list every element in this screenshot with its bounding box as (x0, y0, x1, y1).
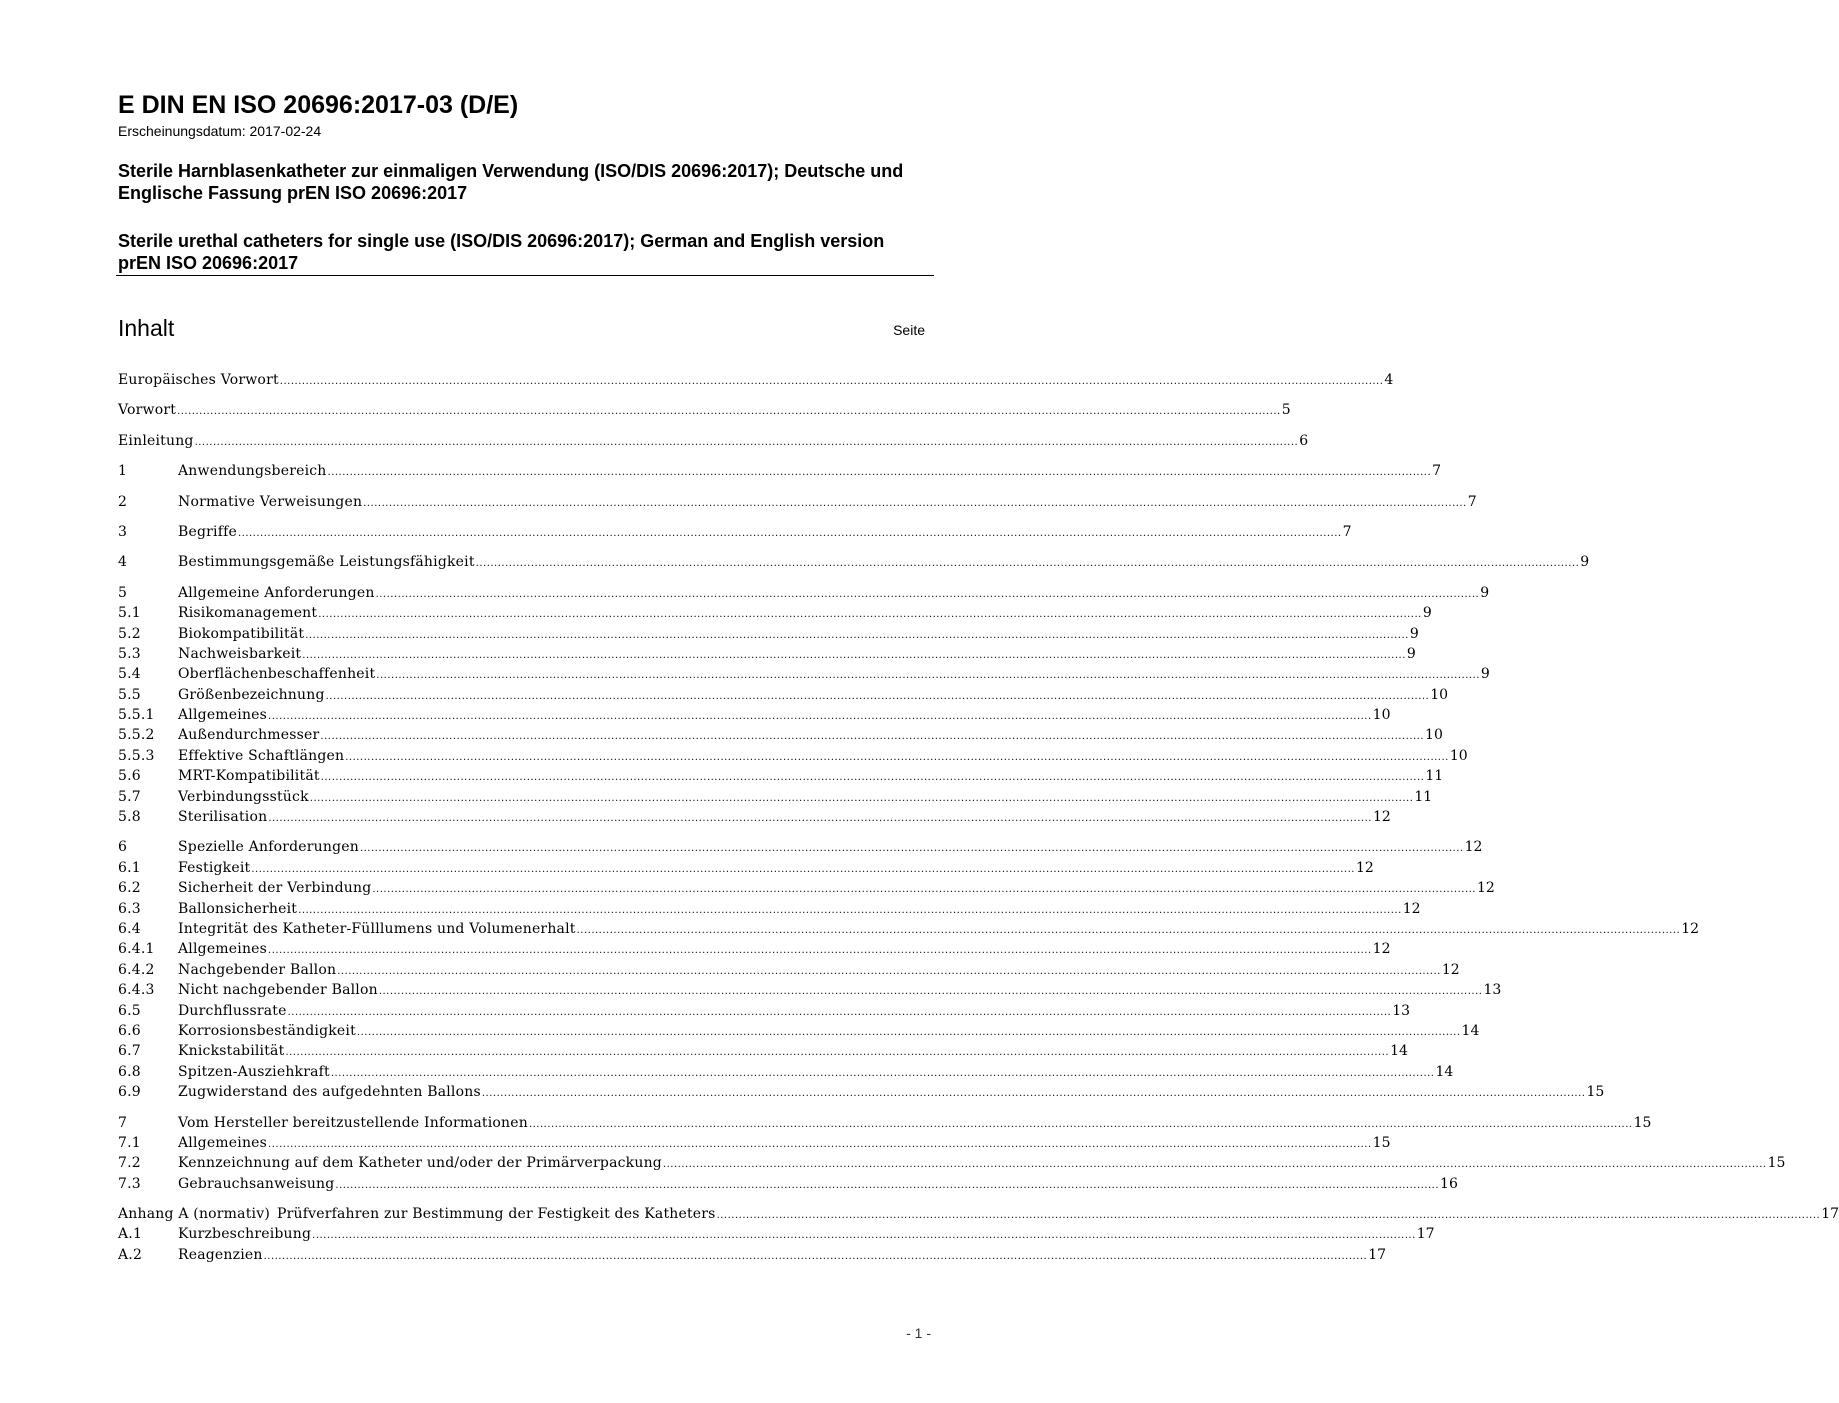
toc-entry-page: 14 (1435, 1063, 1454, 1080)
toc-entry[interactable] (118, 919, 1700, 939)
toc-entry-page: 6 (1299, 432, 1309, 449)
toc-dot-leader: ............................................................................................................................................................................................................................................................................................................ (662, 1159, 1767, 1171)
toc-entry-title: Sterilisation (178, 809, 268, 826)
toc-entry-title: Biokompatibilität (178, 625, 305, 642)
toc-entry-number: 6.4.2 (118, 961, 155, 978)
toc-entry-number: 6.4.3 (118, 982, 155, 999)
toc-entry-title: Begriffe (178, 523, 237, 540)
toc-entry-page: 14 (1461, 1022, 1480, 1039)
toc-dot-leader: ............................................................................................................................................................................................................................................................................................................ (298, 904, 1402, 916)
toc-entry-title: Anwendungsbereich (178, 463, 327, 480)
toc-entry-title: Allgemeines (178, 707, 268, 724)
toc-entry-page: 7 (1342, 523, 1352, 540)
toc-entry-title: Bestimmungsgemäße Leistungsfähigkeit (178, 554, 475, 571)
toc-dot-leader: ............................................................................................................................................................................................................................................................................................................ (335, 1179, 1440, 1191)
toc-heading: Inhalt (118, 315, 175, 341)
toc-entry-number: 6.7 (118, 1043, 141, 1060)
toc-entry-page: 10 (1372, 707, 1391, 724)
toc-entry-number: 6.8 (118, 1063, 141, 1080)
toc-entry-title: Normative Verweisungen (178, 493, 363, 510)
toc-dot-leader: ............................................................................................................................................................................................................................................................................................................ (356, 1026, 1461, 1038)
toc-entry[interactable] (118, 1133, 1391, 1153)
toc-entry-page: 12 (1372, 941, 1391, 958)
toc-entry-page: 7 (1467, 493, 1477, 510)
toc-entry-number: 5.7 (118, 788, 141, 805)
toc-entry-number: 6.4 (118, 920, 141, 937)
toc-entry-title: MRT-Kompatibilität (178, 768, 320, 785)
toc-entry[interactable] (118, 1062, 1454, 1082)
toc-entry[interactable] (118, 685, 1449, 705)
toc-dot-leader: ............................................................................................................................................................................................................................................................................................................ (481, 1088, 1586, 1100)
toc-entry-page: 12 (1372, 809, 1391, 826)
toc-entry-number: 3 (118, 523, 128, 540)
title-german: Sterile Harnblasenkatheter zur einmaligen Verwendung (ISO/DIS 20696:2017); Deutsche und Englische Fassung prEN ISO 20696:2017 (118, 161, 904, 203)
toc-entry-number: 5.5.1 (118, 707, 155, 724)
toc-entry-number: 5.3 (118, 645, 141, 662)
toc-entry-number: 6.6 (118, 1022, 141, 1039)
toc-entry-page: 4 (1384, 372, 1394, 388)
toc-entry[interactable] (118, 858, 1374, 878)
toc-entry-title: Durchflussrate (178, 1002, 287, 1019)
toc-dot-leader: ............................................................................................................................................................................................................................................................................................................ (268, 1138, 1372, 1150)
toc-entry[interactable] (118, 725, 1443, 745)
toc-entry-title: Allgemeine Anforderungen (178, 584, 375, 601)
toc-entry-title: Knickstabilität (178, 1043, 285, 1060)
toc-entry-number: 5.6 (118, 768, 141, 785)
toc-entry-number: 6 (118, 839, 128, 856)
toc-page-column-label: Seite (893, 322, 925, 338)
toc-entry-page: 15 (1586, 1084, 1605, 1101)
toc-entry-title: Gebrauchsanweisung (178, 1175, 335, 1192)
toc-entry-page: 12 (1355, 859, 1374, 876)
toc-entry-number: 5.4 (118, 666, 141, 683)
toc-entry-title: Nachgebender Ballon (178, 961, 337, 978)
toc-entry-number: 1 (118, 463, 128, 480)
toc-entry-title: Sicherheit der Verbindung (178, 880, 372, 897)
toc-dot-leader: ............................................................................................................................................................................................................................................................................................................ (302, 649, 1406, 661)
toc-dot-leader: ............................................................................................................................................................................................................................................................................................................ (320, 772, 1425, 784)
toc-dot-leader: ............................................................................................................................................................................................................................................................................................................ (287, 1006, 1392, 1018)
toc-entry-number: 5.5.2 (118, 727, 155, 744)
toc-entry-number: 6.9 (118, 1084, 141, 1101)
document-id: E DIN EN ISO 20696:2017-03 (D/E) (118, 91, 519, 119)
toc-entry-number: 5.5 (118, 686, 141, 703)
toc-entry-page: 15 (1372, 1134, 1391, 1151)
toc-entry-number: 7.2 (118, 1155, 141, 1172)
toc-entry-page: 10 (1430, 686, 1449, 703)
toc-entry-title: Zugwiderstand des aufgedehnten Ballons (178, 1084, 481, 1101)
toc-entry-number: 5.8 (118, 809, 141, 826)
toc-entry-page: 9 (1409, 625, 1419, 642)
toc-entry[interactable] (118, 492, 1477, 512)
toc-entry-page: 5 (1281, 402, 1291, 419)
toc-entry-page: 17 (1368, 1246, 1387, 1263)
toc-entry-title: Spezielle Anforderungen (178, 839, 359, 856)
toc-dot-leader: ............................................................................................................................................................................................................................................................................................................ (528, 1118, 1633, 1130)
toc-dot-leader: ............................................................................................................................................................................................................................................................................................................ (251, 863, 1355, 875)
toc-entry[interactable] (118, 522, 1352, 542)
toc-appendix-label: Anhang A (normativ) (118, 1206, 270, 1223)
toc-entry-number: 6.5 (118, 1002, 141, 1019)
toc-entry[interactable] (118, 939, 1391, 959)
toc-entry-title: Allgemeines (178, 1134, 268, 1151)
toc-entry-title: Kurzbeschreibung (178, 1226, 312, 1243)
toc-entry[interactable] (118, 644, 1416, 664)
toc-dot-leader: ............................................................................................................................................................................................................................................................................................................ (309, 792, 1414, 804)
toc-entry[interactable] (118, 766, 1444, 786)
toc-entry-number: 5.5.3 (118, 747, 155, 764)
toc-entry[interactable] (118, 1001, 1411, 1021)
page-number: - 1 - (906, 1325, 931, 1341)
toc-entry[interactable] (118, 1174, 1458, 1194)
toc-entry-page: 9 (1422, 605, 1432, 622)
toc-entry-title: Risikomanagement (178, 605, 318, 622)
toc-entry-number: 6.4.1 (118, 941, 155, 958)
toc-dot-leader: ............................................................................................................................................................................................................................................................................................................ (345, 751, 1449, 763)
toc-dot-leader: ............................................................................................................................................................................................................................................................................................................ (305, 629, 1409, 641)
toc-dot-leader: ............................................................................................................................................................................................................................................................................................................ (330, 1067, 1435, 1079)
title-english: Sterile urethal catheters for single use (ISO/DIS 20696:2017); German and English version prEN ISO 20696:2017 (118, 231, 885, 273)
toc-entry-title: Außendurchmesser (178, 727, 320, 744)
toc-entry[interactable] (118, 400, 1291, 420)
toc-dot-leader: ............................................................................................................................................................................................................................................................................................................ (363, 497, 1467, 509)
toc-entry[interactable] (118, 1113, 1652, 1133)
toc-entry-number: 6.2 (118, 880, 141, 897)
toc-entry[interactable] (118, 837, 1483, 857)
toc-entry-title: Vom Hersteller bereitzustellende Informationen (178, 1114, 528, 1131)
toc-dot-leader: ............................................................................................................................................................................................................................................................................................................ (375, 588, 1480, 600)
toc-entry-page: 12 (1402, 900, 1421, 917)
toc-dot-leader: ............................................................................................................................................................................................................................................................................................................ (320, 731, 1425, 743)
toc-entry-number: 2 (118, 493, 128, 510)
toc-entry[interactable] (118, 1224, 1435, 1244)
toc-entry-number: 6.3 (118, 900, 141, 917)
toc-entry-title (118, 1204, 716, 1224)
toc-dot-leader: ............................................................................................................................................................................................................................................................................................................ (177, 406, 1281, 418)
toc-entry[interactable] (118, 705, 1391, 725)
toc-entry-page: 15 (1633, 1114, 1652, 1131)
toc-entry-title: Effektive Schaftlängen (178, 747, 345, 764)
toc-entry[interactable] (118, 664, 1490, 684)
toc-entry-title: Spitzen-Ausziehkraft (178, 1063, 330, 1080)
toc-entry-number: A.2 (118, 1246, 143, 1263)
toc-entry-number: 7 (118, 1114, 128, 1131)
toc-entry[interactable] (118, 461, 1442, 481)
toc-entry-page: 10 (1425, 727, 1443, 744)
toc-entry-number: 5.1 (118, 605, 141, 622)
toc-dot-leader: ............................................................................................................................................................................................................................................................................................................ (268, 711, 1372, 723)
toc-dot-leader: ............................................................................................................................................................................................................................................................................................................ (475, 558, 1580, 570)
table-of-contents (118, 370, 1839, 1265)
toc-dot-leader: ............................................................................................................................................................................................................................................................................................................ (194, 436, 1299, 448)
toc-entry[interactable] (118, 746, 1468, 766)
toc-dot-leader: ............................................................................................................................................................................................................................................................................................................ (268, 813, 1372, 825)
toc-entry-page: 12 (1464, 839, 1483, 856)
toc-appendix-title: Prüfverfahren zur Bestimmung der Festigkeit des Katheters (276, 1206, 716, 1223)
toc-dot-leader: ............................................................................................................................................................................................................................................................................................................ (327, 467, 1432, 479)
toc-entry-title: Größenbezeichnung (178, 686, 325, 703)
toc-entry-title: Nicht nachgebender Ballon (178, 982, 378, 999)
toc-dot-leader: ............................................................................................................................................................................................................................................................................................................ (279, 376, 1384, 387)
toc-dot-leader: ............................................................................................................................................................................................................................................................................................................ (285, 1047, 1390, 1059)
toc-dot-leader: ............................................................................................................................................................................................................................................................................................................ (576, 924, 1681, 936)
toc-entry-page: 9 (1580, 554, 1590, 571)
toc-entry-title: Einleitung (118, 432, 194, 449)
toc-entry[interactable] (118, 583, 1490, 603)
toc-entry[interactable] (118, 1021, 1480, 1041)
toc-entry[interactable] (118, 624, 1419, 644)
toc-entry-title: Verbindungsstück (178, 788, 309, 805)
toc-entry[interactable] (118, 1245, 1387, 1265)
toc-entry-title: Korrosionsbeständigkeit (178, 1022, 356, 1039)
toc-entry-number: 6.1 (118, 859, 141, 876)
toc-entry-title: Allgemeines (178, 941, 268, 958)
toc-dot-leader: ............................................................................................................................................................................................................................................................................................................ (263, 1250, 1368, 1262)
toc-dot-leader: ............................................................................................................................................................................................................................................................................................................ (372, 884, 1476, 896)
toc-entry[interactable] (118, 878, 1495, 898)
toc-entry-page: 12 (1477, 880, 1495, 897)
toc-entry[interactable] (118, 787, 1433, 807)
toc-entry[interactable] (118, 370, 1394, 390)
toc-dot-leader: ............................................................................................................................................................................................................................................................................................................ (376, 670, 1480, 682)
toc-entry-page: 9 (1480, 584, 1490, 601)
toc-entry-title: Vorwort (118, 402, 177, 419)
toc-entry-page: 17 (1821, 1206, 1839, 1223)
toc-entry-page: 12 (1681, 920, 1700, 937)
toc-dot-leader: ............................................................................................................................................................................................................................................................................................................ (312, 1230, 1416, 1242)
toc-dot-leader: ............................................................................................................................................................................................................................................................................................................ (318, 609, 1422, 621)
toc-entry-title: Kennzeichnung auf dem Katheter und/oder der Primärverpackung (178, 1155, 662, 1172)
toc-entry[interactable] (118, 603, 1432, 623)
toc-entry[interactable] (118, 807, 1391, 827)
toc-entry-title: Integrität des Katheter-Fülllumens und Volumenerhalt (178, 920, 576, 937)
toc-entry[interactable] (118, 431, 1309, 451)
toc-entry-title: Nachweisbarkeit (178, 645, 302, 662)
toc-entry-page: 17 (1416, 1226, 1435, 1243)
toc-entry-page: 11 (1414, 788, 1433, 805)
toc-entry-number: 5.2 (118, 625, 141, 642)
toc-entry-title: Reagenzien (178, 1246, 263, 1263)
toc-entry-title: Europäisches Vorwort (118, 372, 279, 388)
toc-entry-page: 11 (1425, 768, 1444, 785)
toc-dot-leader: ............................................................................................................................................................................................................................................................................................................ (359, 843, 1464, 855)
toc-entry-page: 9 (1406, 645, 1416, 662)
toc-entry[interactable] (118, 1082, 1605, 1102)
toc-dot-leader: ............................................................................................................................................................................................................................................................................................................ (378, 986, 1483, 998)
toc-entry[interactable] (118, 1153, 1786, 1173)
toc-entry[interactable] (118, 1204, 1839, 1224)
toc-entry-number: 5 (118, 584, 128, 601)
toc-entry-number: 4 (118, 554, 128, 571)
publication-date: Erscheinungsdatum: 2017-02-24 (118, 123, 322, 139)
toc-entry-page: 13 (1392, 1002, 1411, 1019)
toc-entry-title: Oberflächenbeschaffenheit (178, 666, 376, 683)
toc-entry-number: A.1 (118, 1226, 143, 1243)
toc-dot-leader: ............................................................................................................................................................................................................................................................................................................ (237, 527, 1342, 539)
toc-entry[interactable] (118, 552, 1590, 572)
toc-entry[interactable] (118, 960, 1460, 980)
toc-entry-page: 15 (1767, 1155, 1786, 1172)
header-divider (116, 275, 934, 276)
toc-entry-number: 7.3 (118, 1175, 141, 1192)
toc-entry-page: 13 (1483, 982, 1502, 999)
toc-entry[interactable] (118, 899, 1421, 919)
toc-dot-leader: ............................................................................................................................................................................................................................................................................................................ (337, 965, 1441, 977)
toc-entry-page: 9 (1480, 666, 1490, 683)
toc-entry-page: 7 (1432, 463, 1442, 480)
toc-entry-page: 16 (1440, 1175, 1458, 1192)
toc-entry[interactable] (118, 1041, 1408, 1061)
toc-dot-leader: ............................................................................................................................................................................................................................................................................................................ (268, 945, 1372, 957)
toc-dot-leader: ............................................................................................................................................................................................................................................................................................................ (716, 1210, 1821, 1222)
toc-dot-leader: ............................................................................................................................................................................................................................................................................................................ (325, 690, 1430, 702)
toc-entry-number: 7.1 (118, 1134, 141, 1151)
toc-entry-title: Ballonsicherheit (178, 900, 298, 917)
toc-entry-page: 12 (1441, 961, 1460, 978)
toc-entry-title: Festigkeit (178, 859, 251, 876)
toc-entry-page: 14 (1390, 1043, 1408, 1060)
toc-entry[interactable] (118, 980, 1502, 1000)
toc-entry-page: 10 (1449, 747, 1468, 764)
